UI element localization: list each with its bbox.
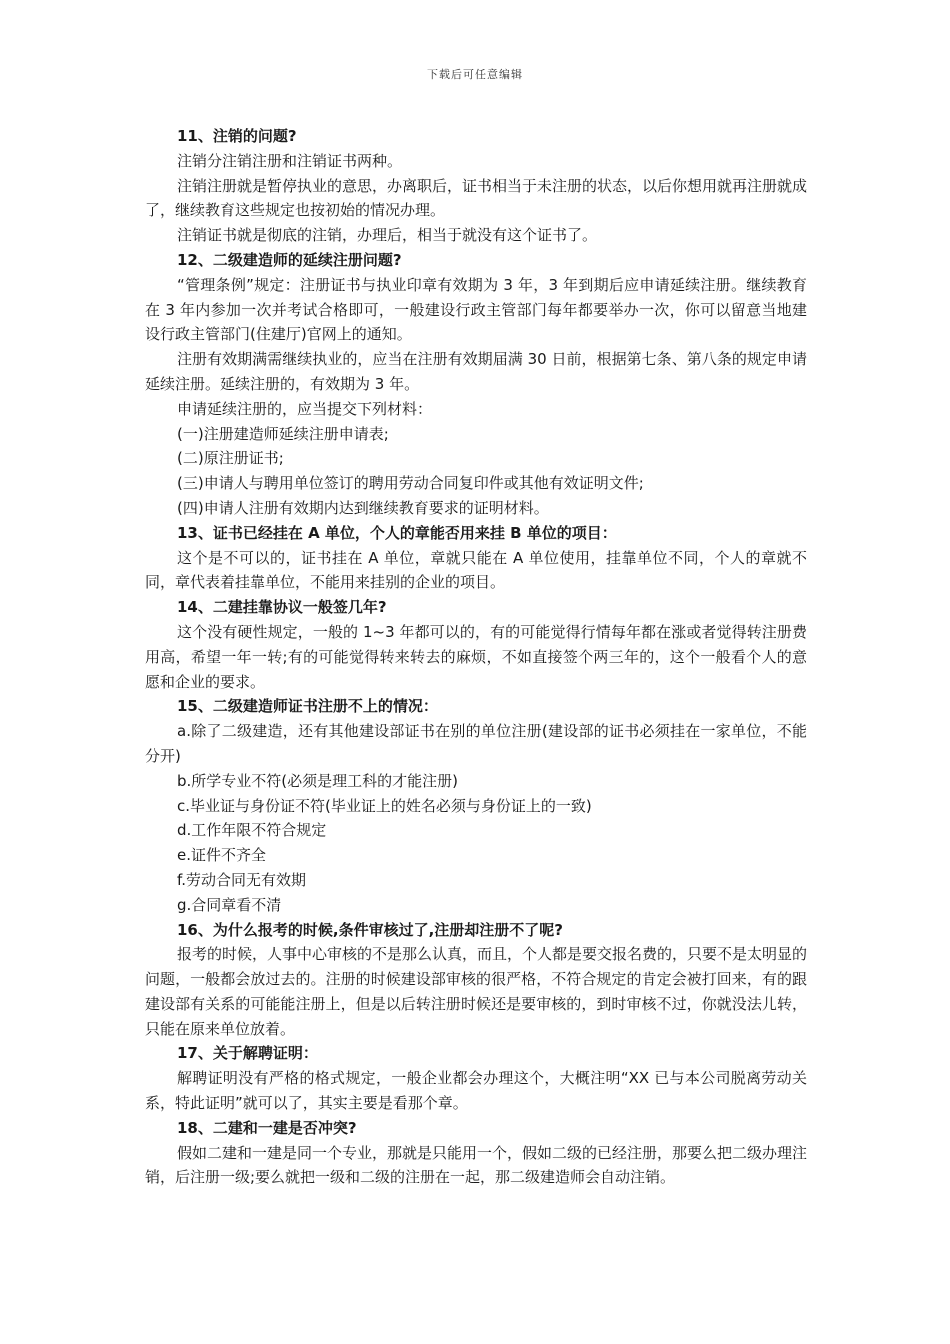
list-item: c.毕业证与身份证不符(毕业证上的姓名必须与身份证上的一致) (177, 796, 592, 815)
paragraph: 这个没有硬性规定，一般的 1~3 年都可以的，有的可能觉得行情每年都在涨或者觉得转注册费用高，希望一年一转;有的可能觉得转来转去的麻烦，不如直接签个两三年的，这个一般看个人的意愿和企业的要求。 (145, 622, 807, 691)
paragraph: 注销证书就是彻底的注销，办理后，相当于就没有这个证书了。 (177, 226, 598, 245)
section-heading: 12、二级建造师的延续注册问题? (177, 250, 402, 269)
section-heading: 18、二建和一建是否冲突? (177, 1118, 357, 1137)
list-item: a.除了二级建造，还有其他建设部证书在别的单位注册(建设部的证书必须挂在一家单位，不能分开) (145, 722, 807, 765)
list-item: e.证件不齐全 (177, 846, 266, 865)
paragraph: 注销分注销注册和注销证书两种。 (177, 151, 403, 170)
list-item: (三)申请人与聘用单位签订的聘用劳动合同复印件或其他有效证明文件; (177, 474, 644, 493)
section-heading: 17、关于解聘证明： (177, 1044, 318, 1063)
paragraph: 注销注册就是暂停执业的意思，办离职后，证书相当于未注册的状态，以后你想用就再注册就成了，继续教育这些规定也按初始的情况办理。 (145, 176, 808, 220)
list-item: f.劳动合同无有效期 (177, 870, 306, 889)
section-heading: 14、二建挂靠协议一般签几年? (177, 598, 387, 617)
paragraph: 这个是不可以的，证书挂在 A 单位，章就只能在 A 单位使用，挂靠单位不同，个人的章就不同，章代表着挂靠单位，不能用来挂别的企业的项目。 (145, 548, 807, 592)
document-body (145, 124, 807, 1190)
list-item: g.合同章看不清 (177, 895, 282, 914)
list-item: (一)注册建造师延续注册申请表; (177, 424, 389, 443)
paragraph: 解聘证明没有严格的格式规定，一般企业都会办理这个，大概注明“XX 已与本公司脱离劳动关系，特此证明”就可以了，其实主要是看那个章。 (145, 1069, 807, 1113)
paragraph: 申请延续注册的，应当提交下列材料： (177, 399, 433, 418)
paragraph: 报考的时候，人事中心审核的不是那么认真，而且，个人都是要交报名费的，只要不是太明显的问题，一般都会放过去的。注册的时候建设部审核的很严格，不符合规定的肯定会被打回来，有的跟建设部有关系的可能能注册上，但是以后转注册时候还是要审核的，到时审核不过，你就没法儿转，只能在原来单位放着。 (145, 945, 808, 1038)
paragraph: 假如二建和一建是同一个专业，那就是只能用一个，假如二级的已经注册，那要么把二级办理注销，后注册一级;要么就把一级和二级的注册在一起，那二级建造师会自动注销。 (145, 1143, 808, 1187)
section-heading: 16、为什么报考的时候,条件审核过了,注册却注册不了呢? (177, 920, 563, 939)
section-heading: 13、证书已经挂在 A 单位，个人的章能否用来挂 B 单位的项目： (177, 523, 617, 542)
paragraph: “管理条例”规定：注册证书与执业印章有效期为 3 年，3 年到期后应申请延续注册。继续教育在 3 年内参加一次并考试合格即可，一般建设行政主管部门每年都要举办一次，你可以留意当地建设行政主管部门(住建厅)官网上的通知。 (145, 275, 807, 344)
page-header: 下载后可任意编辑 (427, 68, 523, 81)
list-item: (四)申请人注册有效期内达到继续教育要求的证明材料。 (177, 498, 549, 517)
section-heading: 11、注销的问题? (177, 127, 297, 145)
section-heading: 15、二级建造师证书注册不上的情况： (177, 697, 438, 716)
paragraph: 注册有效期满需继续执业的，应当在注册有效期届满 30 日前，根据第七条、第八条的规定申请延续注册。延续注册的，有效期为 3 年。 (145, 350, 807, 393)
list-item: d.工作年限不符合规定 (177, 821, 327, 840)
list-item: (二)原注册证书; (177, 449, 284, 468)
list-item: b.所学专业不符(必须是理工科的才能注册) (177, 771, 458, 790)
